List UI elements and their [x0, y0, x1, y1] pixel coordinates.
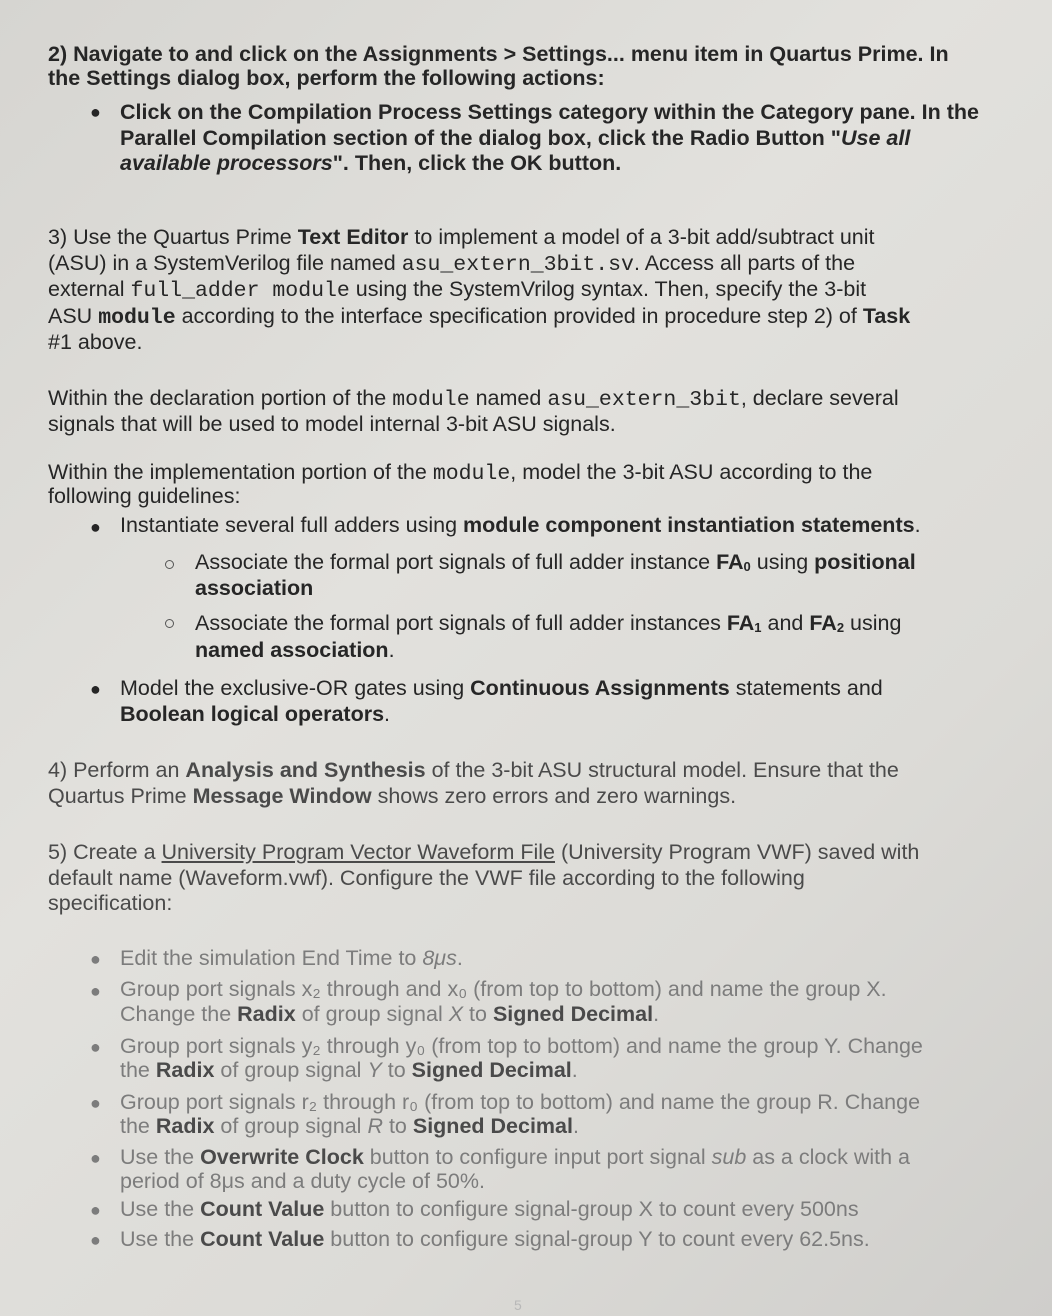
step3-line2: (ASU) in a SystemVerilog file named asu_extern_3bit.sv. Access all parts of the: [48, 251, 856, 277]
step2-bullet-line1: Click on the Compilation Process Settings category within the Category pane. In the: [120, 100, 979, 124]
step4-line2: Quartus Prime Message Window shows zero errors and zero warnings.: [48, 784, 737, 808]
impl-sub1-line2: association: [195, 576, 314, 600]
vwf-item-6: Use the Count Value button to configure signal-group X to count every 500ns: [120, 1197, 859, 1221]
step3-line3: external full_adder module using the SystemVrilog syntax. Then, specify the 3-bit: [48, 277, 867, 303]
vwf-item-2-line1: Group port signals x₂ through and x₀ (from top to bottom) and name the group X.: [120, 977, 887, 1001]
bullet-icon: ●: [90, 679, 101, 699]
impl-sub1-line1: Associate the formal port signals of full adder instance FA0 using positional: [195, 550, 916, 574]
bullet-icon: ●: [90, 981, 101, 1001]
vwf-item-3-line1: Group port signals y₂ through y₀ (from top to bottom) and name the group Y. Change: [120, 1034, 923, 1058]
step2-line2: the Settings dialog box, perform the following actions:: [48, 66, 605, 90]
vwf-item-5-line1: Use the Overwrite Clock button to configure input port signal sub as a clock with a: [120, 1145, 910, 1169]
decl-line1: Within the declaration portion of the module named asu_extern_3bit, declare several: [48, 386, 899, 412]
circle-bullet-icon: [165, 619, 174, 628]
vwf-item-2-line2: Change the Radix of group signal X to Signed Decimal.: [120, 1002, 660, 1026]
bullet-icon: ●: [90, 102, 101, 122]
bullet-icon: ●: [90, 517, 101, 537]
step5-line1: 5) Create a University Program Vector Waveform File (University Program VWF) saved with: [48, 840, 920, 864]
step5-line2: default name (Waveform.vwf). Configure the VWF file according to the following: [48, 866, 805, 890]
decl-line2: signals that will be used to model internal 3-bit ASU signals.: [48, 412, 616, 436]
vwf-item-4-line1: Group port signals r₂ through r₀ (from top to bottom) and name the group R. Change: [120, 1090, 921, 1114]
impl-bullet2-line2: Boolean logical operators.: [120, 702, 391, 726]
step2-line1: 2) Navigate to and click on the Assignments > Settings... menu item in Quartus Prime. In: [48, 42, 949, 66]
impl-line1: Within the implementation portion of the module, model the 3-bit ASU according to the: [48, 460, 873, 486]
vwf-link[interactable]: University Program Vector Waveform File: [161, 840, 555, 864]
vwf-item-5-line2: period of 8μs and a duty cycle of 50%.: [120, 1169, 485, 1193]
bullet-icon: ●: [90, 1230, 101, 1250]
impl-sub2-line1: Associate the formal port signals of full adder instances FA1 and FA2 using: [195, 611, 902, 635]
vwf-item-7: Use the Count Value button to configure signal-group Y to count every 62.5ns.: [120, 1227, 870, 1251]
impl-sub2-line2: named association.: [195, 638, 395, 662]
vwf-item-4-line2: the Radix of group signal R to Signed Decimal.: [120, 1114, 579, 1138]
bullet-icon: ●: [90, 1200, 101, 1220]
bullet-icon: ●: [90, 1148, 101, 1168]
vwf-item-3-line2: the Radix of group signal Y to Signed Decimal.: [120, 1058, 578, 1082]
impl-bullet2-line1: Model the exclusive-OR gates using Continuous Assignments statements and: [120, 676, 883, 700]
impl-bullet1: Instantiate several full adders using module component instantiation statements.: [120, 513, 921, 537]
step4-line1: 4) Perform an Analysis and Synthesis of the 3-bit ASU structural model. Ensure that the: [48, 758, 899, 782]
step3-line4: ASU module according to the interface specification provided in procedure step 2) of Task: [48, 304, 911, 330]
step2-bullet-line2: Parallel Compilation section of the dialog box, click the Radio Button "Use all: [120, 126, 911, 150]
impl-line2: following guidelines:: [48, 484, 241, 508]
step2-bullet-line3: available processors". Then, click the OK button.: [120, 151, 622, 175]
step5-line3: specification:: [48, 891, 173, 915]
bullet-icon: ●: [90, 1037, 101, 1057]
bullet-icon: ●: [90, 1093, 101, 1113]
bullet-icon: ●: [90, 949, 101, 969]
circle-bullet-icon: [165, 560, 174, 569]
step3-line1: 3) Use the Quartus Prime Text Editor to implement a model of a 3-bit add/subtract unit: [48, 225, 875, 249]
step3-line5: #1 above.: [48, 330, 143, 354]
vwf-item-1: Edit the simulation End Time to 8μs.: [120, 946, 463, 970]
page-number: 5: [514, 1297, 522, 1313]
